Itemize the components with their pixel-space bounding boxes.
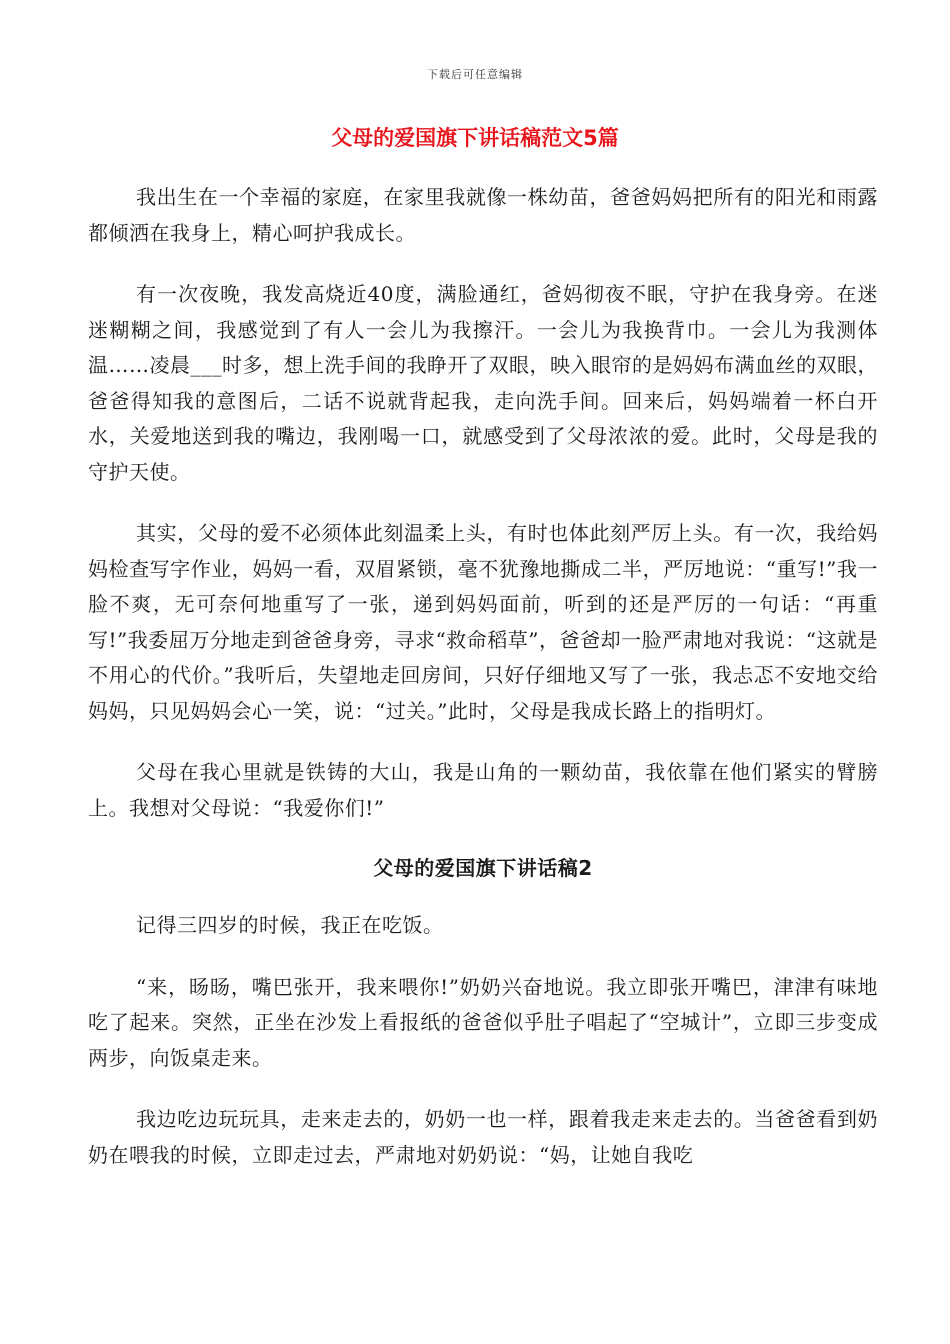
page-header: 下载后可任意编辑 bbox=[427, 68, 523, 81]
paragraph: 我出生在一个幸福的家庭，在家里我就像一株幼苗，爸爸妈妈把所有的阳光和雨露都倾洒在我身上，精心呵护我成长。 bbox=[88, 185, 878, 245]
paragraph: 其实，父母的爱不必须体此刻温柔上头，有时也体此刻严厉上头。有一次，我给妈妈检查写字作业，妈妈一看，双眉紧锁，毫不犹豫地撕成二半，严厉地说：“重写!”我一脸不爽，无可奈何地重写了一张，递到妈妈面前，听到的还是严厉的一句话：“再重写!”我委屈万分地走到爸爸身旁，寻求“救命稻草”，爸爸却一脸严肃地对我说：“这就是不用心的代价。”我听后，失望地走回房间，只好仔细地又写了一张，我忐忑不安地交给妈妈，只见妈妈会心一笑，说：“过关。”此时，父母是我成长路上的指明灯。 bbox=[88, 521, 878, 723]
section-subtitle: 父母的爱国旗下讲话稿2 bbox=[373, 856, 593, 880]
paragraph: “来，旸旸，嘴巴张开，我来喂你!”奶奶兴奋地说。我立即张开嘴巴，津津有味地吃了起来。突然，正坐在沙发上看报纸的爸爸似乎肚子唱起了“空城计”，立即三步变成两步，向饭桌走来。 bbox=[88, 974, 878, 1070]
document-body bbox=[88, 180, 878, 1199]
document-title: 父母的爱国旗下讲话稿范文5篇 bbox=[331, 126, 619, 150]
paragraph: 有一次夜晚，我发高烧近40度，满脸通红，爸妈彻夜不眠，守护在我身旁。在迷迷糊糊之间，我感觉到了有人一会儿为我擦汗。一会儿为我换背巾。一会儿为我测体温……凌晨___时多，想上洗手间的我睁开了双眼，映入眼帘的是妈妈布满血丝的双眼，爸爸得知我的意图后，二话不说就背起我，走向洗手间。回来后，妈妈端着一杯白开水，关爱地送到我的嘴边，我刚喝一口，就感受到了父母浓浓的爱。此时，父母是我的守护天使。 bbox=[88, 282, 878, 484]
paragraph: 我边吃边玩玩具，走来走去的，奶奶一也一样，跟着我走来走去的。当爸爸看到奶奶在喂我的时候，立即走过去，严肃地对奶奶说：“妈，让她自我吃 bbox=[88, 1107, 878, 1167]
paragraph: 记得三四岁的时候，我正在吃饭。 bbox=[136, 913, 444, 937]
paragraph: 父母在我心里就是铁铸的大山，我是山角的一颗幼苗，我依靠在他们紧实的臂膀上。我想对父母说：“我爱你们!” bbox=[88, 760, 878, 820]
